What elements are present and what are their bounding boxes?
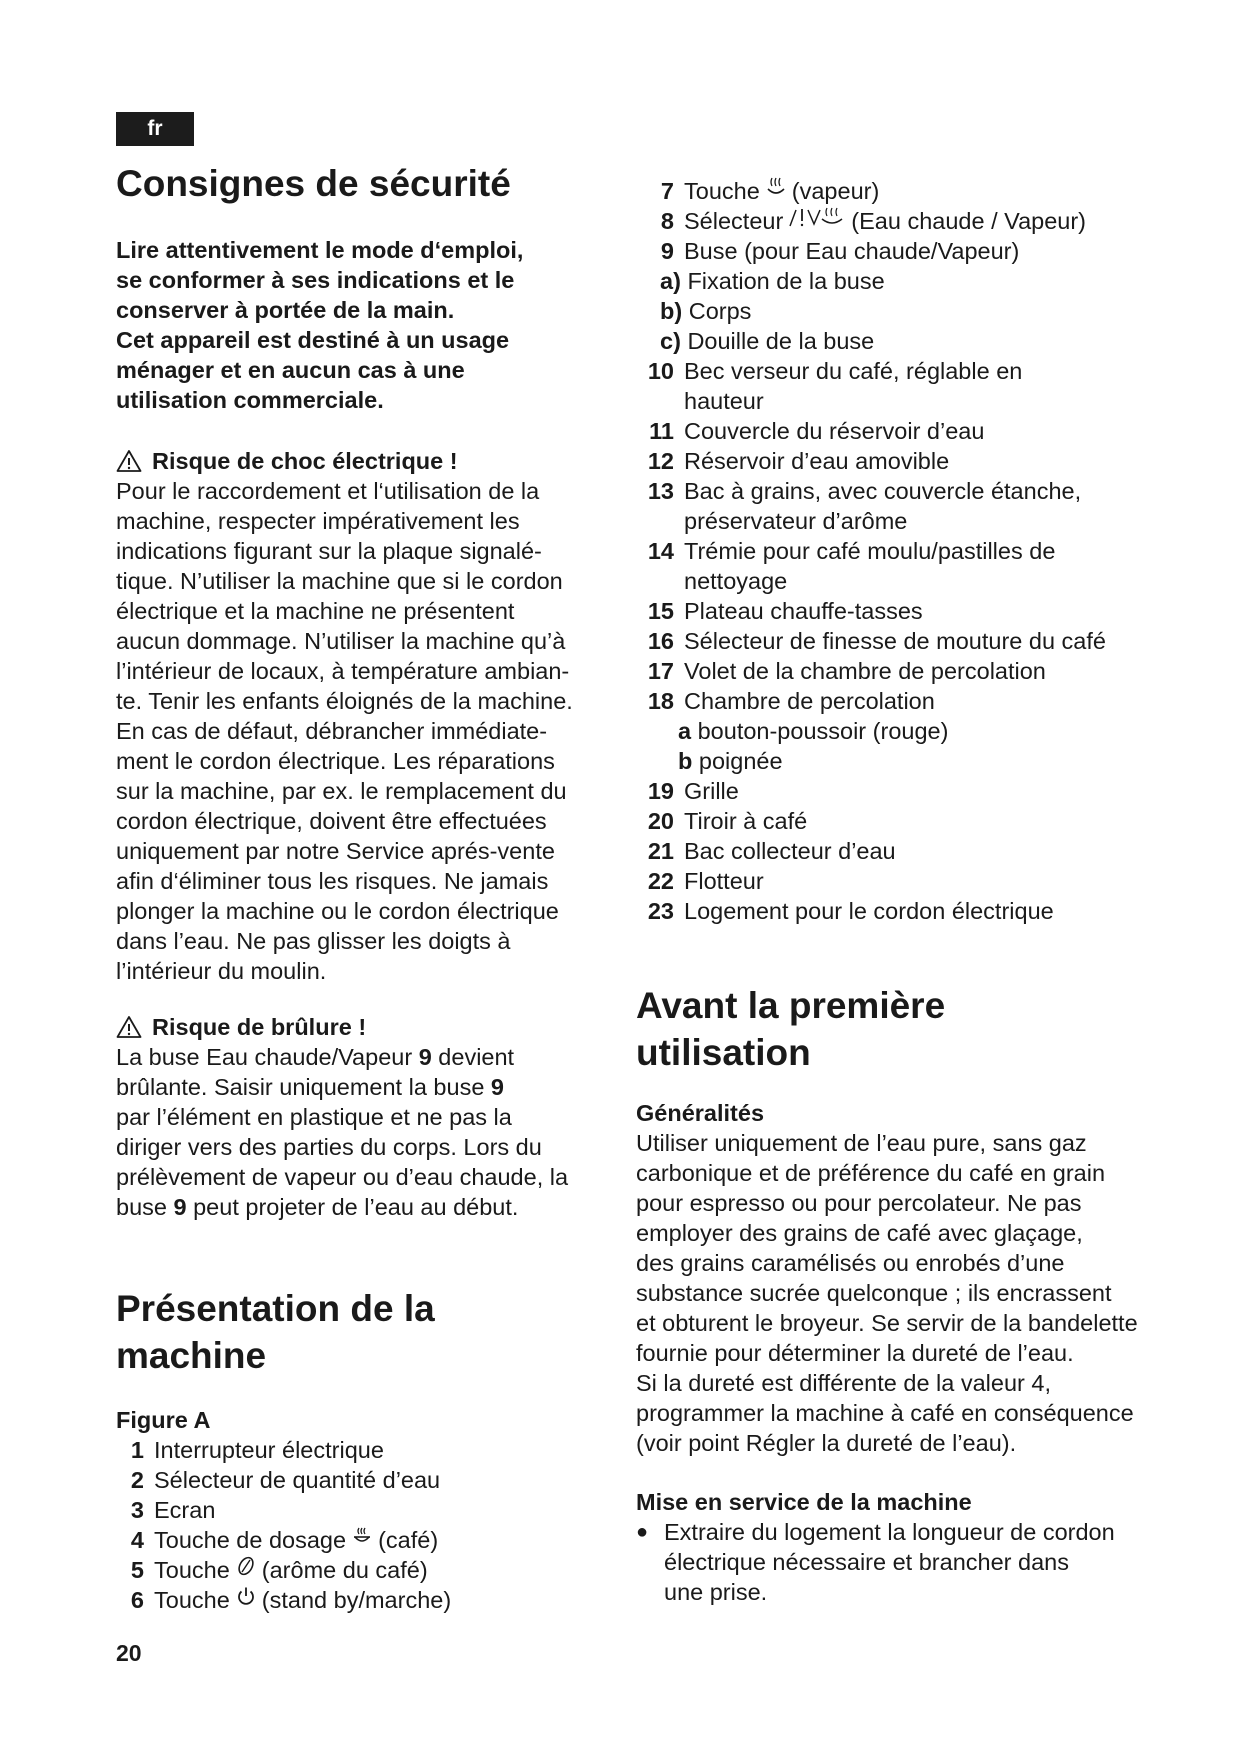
bullet-continuation: électrique nécessaire et brancher dans [664,1549,1069,1575]
sub-item: b) Corps [660,298,752,324]
burn-line: brûlante. Saisir uniquement la buse 9 [116,1074,504,1100]
burn-line: diriger vers des parties du corps. Lors du [116,1134,542,1160]
parts-list [636,176,1176,926]
language-tag: fr [116,112,194,146]
shock-warning [116,446,606,986]
general-line: et obturent le broyeur. Se servir de la bandelette [636,1310,1138,1336]
list-item: 19 Grille [647,778,739,804]
list-item: 14 Trémie pour café moulu/pastilles de [647,538,1056,564]
burn-line: prélèvement de vapeur ou d’eau chaude, la [116,1164,569,1190]
shock-line: te. Tenir les enfants éloignés de la machine. [116,688,573,714]
burn-heading-text: Risque de brûlure ! [152,1014,367,1040]
shock-heading-text: Risque de choc électrique ! [152,448,458,474]
list-item-continuation: préservateur d’arôme [684,508,908,534]
safety-title: Consignes de sécurité [116,163,511,204]
shock-line: aucun dommage. N’utiliser la machine qu’à [116,628,566,654]
power-icon [235,1585,257,1607]
shock-line: En cas de défaut, débrancher immédiate- [116,718,548,744]
sub-item: a) Fixation de la buse [660,268,885,294]
shock-line: dans l’eau. Ne pas glisser les doigts à [116,928,511,954]
shock-line: Pour le raccordement et l‘utilisation de la [116,478,540,504]
general-line: substance sucrée quelconque ; ils encrassent [636,1280,1112,1306]
list-item: 12 Réservoir d’eau amovible [647,448,950,474]
intro-line: Cet appareil est destiné à un usage [116,327,510,353]
shock-line: l’intérieur du moulin. [116,958,327,984]
shock-line: sur la machine, par ex. le remplacement du [116,778,567,804]
list-item: 16 Sélecteur de finesse de mouture du café [647,628,1106,654]
general-line: Utiliser uniquement de l’eau pure, sans gaz [636,1130,1087,1156]
burn-line: buse 9 peut projeter de l’eau au début. [116,1194,519,1220]
list-item: 10 Bec verseur du café, réglable en [647,358,1023,384]
shock-line: cordon électrique, doivent être effectuées [116,808,547,834]
figure-a-list [116,1405,606,1615]
shock-line: indications figurant sur la plaque signalé- [116,538,542,564]
list-item: 11 Couvercle du réservoir d’eau [649,418,985,444]
shock-line: l’intérieur de locaux, à température ambian- [116,658,570,684]
shock-line: uniquement par notre Service aprés-vente [116,838,555,864]
warning-triangle-icon [116,1015,142,1039]
presentation-title: Présentation de la machine [116,1288,435,1376]
steam-icon [765,176,787,198]
list-item: 1 Interrupteur électrique [130,1437,384,1463]
intro-line: utilisation commerciale. [116,387,384,413]
page-number: 20 [116,1640,142,1666]
list-item: 6 Touche (stand by/marche) [130,1587,452,1613]
list-item: 8 Sélecteur (Eau chaude / Vapeur) [660,208,1086,234]
shock-heading [116,446,606,476]
shock-line: électrique et la machine ne présentent [116,598,515,624]
intro-line: se conformer à ses indications et le [116,267,515,293]
safety-intro [116,235,606,415]
general-line: fournie pour déterminer la dureté de l’eau. [636,1340,1074,1366]
selector-icon [788,206,846,228]
general-line: programmer la machine à café en conséquence [636,1400,1134,1426]
service-section [636,1487,1176,1607]
shock-line: ment le cordon électrique. Les réparations [116,748,555,774]
list-item: 3 Ecran [130,1497,216,1523]
general-line: pour espresso ou pour percolateur. Ne pas [636,1190,1082,1216]
burn-line: par l’élément en plastique et ne pas la [116,1104,512,1130]
intro-line: Lire attentivement le mode d‘emploi, [116,237,524,263]
list-item: 22 Flotteur [647,868,764,894]
aroma-icon [235,1555,257,1577]
list-item: 17 Volet de la chambre de percolation [647,658,1046,684]
sub-item: a bouton-poussoir (rouge) [678,718,949,744]
list-item: 9 Buse (pour Eau chaude/Vapeur) [660,238,1020,264]
list-item: 21 Bac collecteur d’eau [647,838,896,864]
shock-line: afin d‘éliminer tous les risques. Ne jamais [116,868,549,894]
general-line: (voir point Régler la dureté de l’eau). [636,1430,1017,1456]
shock-line: tique. N’utiliser la machine que si le cordon [116,568,563,594]
list-item: 20 Tiroir à café [647,808,808,834]
bullet-icon: ● [636,1521,649,1543]
shock-line: machine, respecter impérativement les [116,508,520,534]
list-item: 2 Sélecteur de quantité d’eau [130,1467,441,1493]
list-item: 7 Touche (vapeur) [660,178,880,204]
list-item: 23 Logement pour le cordon électrique [647,898,1054,924]
bullet-item: ● Extraire du logement la longueur de cordon [636,1519,1115,1545]
list-item-continuation: hauteur [684,388,764,414]
intro-line: ménager et en aucun cas à une [116,357,465,383]
service-heading: Mise en service de la machine [636,1489,972,1515]
list-item: 15 Plateau chauffe-tasses [647,598,923,624]
bullet-continuation: une prise. [664,1579,768,1605]
burn-warning [116,1012,606,1222]
figure-label: Figure A [116,1407,211,1433]
burn-heading [116,1012,606,1042]
intro-line: conserver à portée de la main. [116,297,455,323]
burn-line: La buse Eau chaude/Vapeur 9 devient [116,1044,515,1070]
general-line: Si la dureté est différente de la valeur 4, [636,1370,1051,1396]
before-first-use-title: Avant la première utilisation [636,985,946,1073]
coffee-bean-icon [351,1525,373,1547]
warning-triangle-icon [116,449,142,473]
general-line: employer des grains de café avec glaçage, [636,1220,1083,1246]
list-item: 4 Touche de dosage (café) [130,1527,439,1553]
sub-item: c) Douille de la buse [660,328,875,354]
general-section [636,1098,1176,1458]
list-item: 5 Touche (arôme du café) [130,1557,428,1583]
sub-item: b poignée [678,748,783,774]
list-item-continuation: nettoyage [684,568,788,594]
general-line: des grains caramélisés ou enrobés d’une [636,1250,1065,1276]
general-heading: Généralités [636,1100,765,1126]
list-item: 13 Bac à grains, avec couvercle étanche, [647,478,1082,504]
shock-line: plonger la machine ou le cordon électrique [116,898,559,924]
general-line: carbonique et de préférence du café en grain [636,1160,1106,1186]
list-item: 18 Chambre de percolation [647,688,935,714]
